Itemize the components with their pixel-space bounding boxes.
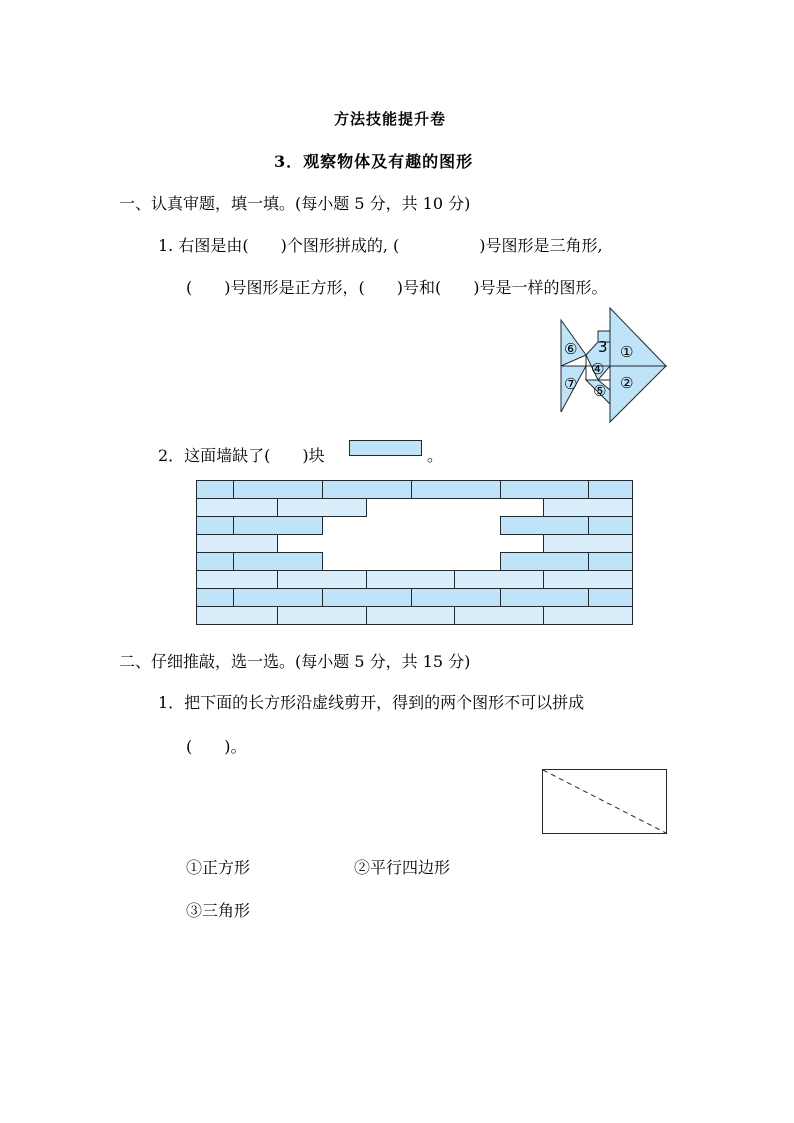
wall-brick (323, 481, 412, 499)
wall-brick (197, 535, 278, 553)
wall-brick (544, 535, 633, 553)
wall-brick (197, 589, 234, 607)
option-1: ①正方形 (186, 858, 251, 877)
wall-brick (589, 481, 633, 499)
brick-icon (349, 440, 423, 458)
fish-piece-2 (610, 366, 666, 422)
s2-q1-line1: 1．把下面的长方形沿虚线剪开，得到的两个图形不可以拼成 (158, 693, 585, 712)
wall-brick (197, 517, 234, 535)
wall-brick (278, 571, 367, 589)
wall-brick (589, 553, 633, 571)
wall-brick (234, 553, 323, 571)
wall-brick (197, 499, 278, 517)
option-2: ②平行四边形 (354, 858, 451, 877)
wall-brick (197, 553, 234, 571)
rectangle-dashed-figure (542, 769, 670, 837)
wall-brick (367, 571, 455, 589)
wall-brick (412, 589, 501, 607)
wall-brick (501, 517, 589, 535)
s2-q1-line2: ( )。 (186, 737, 247, 756)
fish-label-3: 3 (598, 338, 608, 356)
wall-brick (412, 481, 501, 499)
wall-brick (589, 517, 633, 535)
fish-label-5: ⑤ (593, 382, 607, 400)
wall-brick (234, 517, 323, 535)
section1-heading: 一、认真审题，填一填。(每小题 5 分，共 10 分) (119, 194, 471, 213)
fish-label-4: ④ (591, 360, 605, 378)
wall-brick (544, 607, 633, 625)
wall-brick (501, 553, 589, 571)
tangram-fish-figure (560, 308, 672, 420)
wall-brick (323, 589, 412, 607)
wall-brick (197, 481, 234, 499)
series-title: 方法技能提升卷 (334, 110, 447, 128)
wall-brick (278, 607, 367, 625)
wall-brick (367, 607, 455, 625)
wall-brick (197, 571, 278, 589)
page-title: 3．观察物体及有趣的图形 (274, 152, 474, 171)
fish-label-6: ⑥ (564, 340, 578, 358)
wall-brick (544, 571, 633, 589)
wall-brick (234, 589, 323, 607)
wall-brick (455, 607, 544, 625)
fish-label-1: ① (620, 343, 634, 361)
wall-brick (197, 607, 278, 625)
q2-prefix: 2．这面墙缺了( )块 (158, 446, 325, 465)
option-3: ③三角形 (186, 901, 251, 920)
wall-brick (234, 481, 323, 499)
wall-brick (589, 589, 633, 607)
wall-brick (278, 499, 367, 517)
q1-line1: 1. 右图是由( )个图形拼成的, ( )号图形是三角形, (158, 236, 603, 255)
brick-wall-figure (196, 480, 636, 626)
section2-heading: 二、仔细推敲，选一选。(每小题 5 分，共 15 分) (119, 652, 471, 671)
wall-brick (501, 589, 589, 607)
fish-label-7: ⑦ (564, 375, 578, 393)
wall-brick (455, 571, 544, 589)
wall-brick (501, 481, 589, 499)
fish-piece-1 (610, 308, 666, 366)
wall-brick (544, 499, 633, 517)
fish-label-2: ② (620, 374, 634, 392)
q1-line2: ( )号图形是正方形，( )号和( )号是一样的图形。 (186, 278, 608, 297)
q2-suffix: 。 (427, 446, 444, 465)
